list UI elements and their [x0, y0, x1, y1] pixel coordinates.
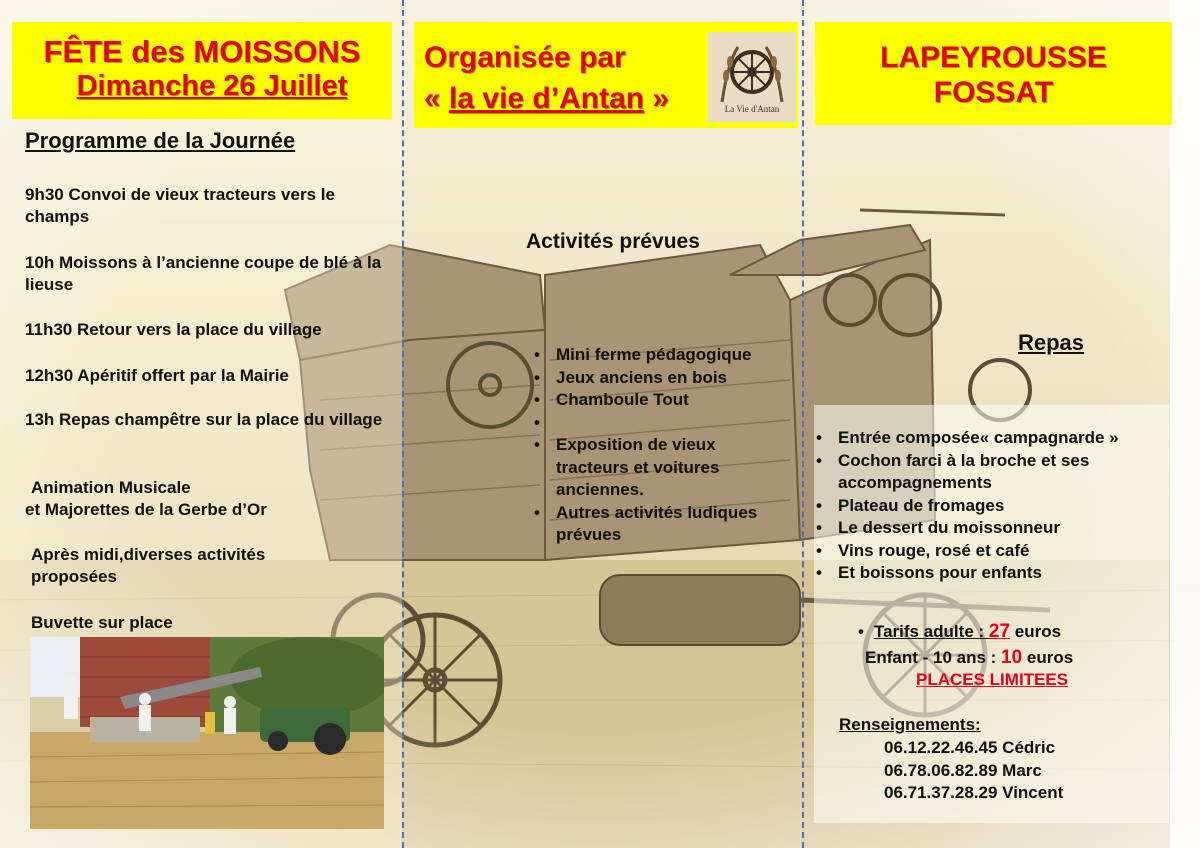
child-price-unit: euros: [1022, 648, 1074, 667]
menu-item: • Et boissons pour enfants: [814, 562, 1170, 585]
menu-item: • Entrée composée« campagnarde »: [814, 427, 1170, 450]
town-name-line2: FOSSAT: [933, 76, 1054, 109]
association-name-line: [424, 81, 669, 116]
event-date: Dimanche 26 Juillet: [76, 70, 348, 102]
fold-divider-right: [802, 0, 804, 848]
right-edge-shade: [1170, 0, 1200, 848]
repas-heading: Repas: [1018, 330, 1085, 355]
organised-by: Organisée par: [424, 41, 626, 74]
child-price-label: Enfant - 10 ans :: [865, 648, 1002, 667]
menu-item: • Cochon farci à la broche et ses accompagnements: [814, 450, 1134, 495]
child-price-value: 10: [1001, 647, 1023, 668]
association-name: la vie d’Antan: [449, 82, 645, 115]
child-price-line: [865, 647, 1073, 669]
bullet-icon: •: [858, 622, 864, 641]
contact-item: 06.71.37.28.29 Vincent: [884, 783, 1064, 802]
program-item: 13h Repas champêtre sur la place du village: [25, 410, 383, 429]
program-heading: Programme de la Journée: [25, 128, 296, 153]
activity-item: • Mini ferme pédagogique: [532, 344, 800, 367]
adult-price-label: Tarifs adulte :: [873, 622, 989, 641]
menu-list: [814, 427, 1170, 585]
quote-open: «: [424, 82, 450, 115]
event-title: FÊTE des MOISSONS: [43, 34, 361, 69]
activity-item: • Jeux anciens en bois: [532, 367, 800, 390]
activity-item: • Autres activités ludiques prévues: [532, 502, 800, 547]
limited-places-notice: PLACES LIMITEES: [916, 670, 1069, 689]
contacts-list: [884, 737, 1063, 805]
menu-item: • Plateau de fromages: [814, 495, 1170, 518]
adult-price-value: 27: [988, 621, 1011, 642]
buvette-note: Buvette sur place: [31, 613, 173, 632]
menu-item: • Vins rouge, rosé et café: [814, 540, 1170, 563]
organiser-banner: [414, 22, 798, 128]
afternoon-activities: Après midi,diverses activités proposées: [31, 545, 266, 586]
program-item: 12h30 Apéritif offert par la Mairie: [25, 366, 289, 385]
menu-item: • Le dessert du moissonneur: [814, 517, 1170, 540]
activity-item: • Chamboule Tout: [532, 389, 800, 412]
activities-list: [532, 344, 800, 547]
contact-item: 06.12.22.46.45 Cédric: [884, 738, 1056, 757]
logo-text: La Vie d'Antan: [724, 104, 780, 114]
info-heading: Renseignements:: [839, 715, 981, 734]
program-item: 11h30 Retour vers la place du village: [25, 320, 322, 339]
activity-item: [532, 412, 800, 435]
town-banner: [815, 22, 1172, 125]
fold-divider-left: [402, 0, 404, 848]
threshing-wheel-icon: [708, 32, 796, 122]
left-title-banner: [12, 22, 392, 119]
animation-line2: et Majorettes de la Gerbe d’Or: [25, 500, 267, 519]
harvest-photo: [30, 637, 384, 829]
adult-price-unit: euros: [1010, 622, 1062, 641]
activity-item: • Exposition de vieux tracteurs et voitures anciennes.: [532, 434, 772, 502]
animation-line1: Animation Musicale: [31, 478, 191, 497]
quote-close: »: [644, 82, 670, 115]
contact-item: 06.78.06.82.89 Marc: [884, 760, 1042, 780]
town-name-line1: LAPEYROUSSE: [880, 41, 1107, 74]
activities-heading: Activités prévues: [526, 230, 700, 253]
program-item: 9h30 Convoi de vieux tracteurs vers le champs: [25, 185, 335, 226]
association-logo: [708, 32, 796, 122]
adult-price-line: [858, 621, 1061, 643]
program-item: 10h Moissons à l’ancienne coupe de blé à la lieuse: [25, 253, 382, 294]
